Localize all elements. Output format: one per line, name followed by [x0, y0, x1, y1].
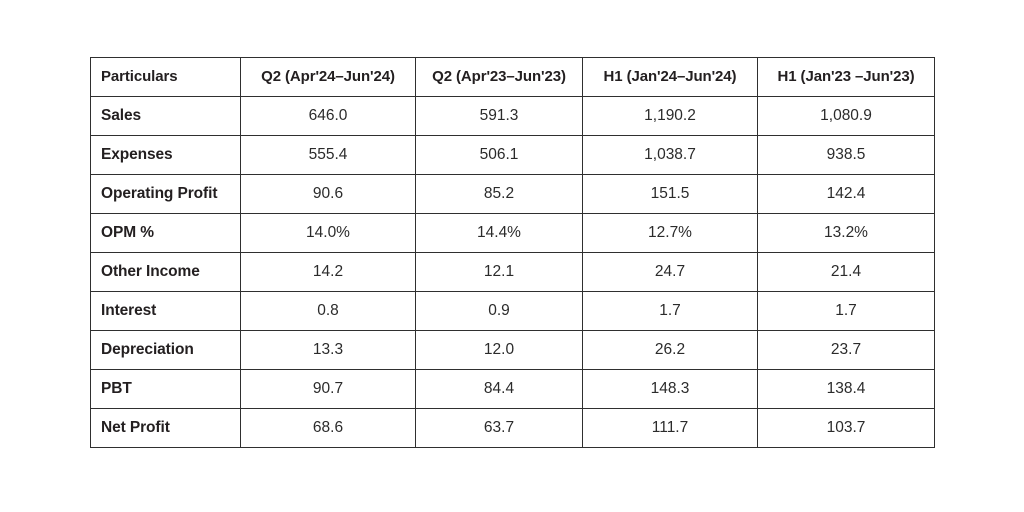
column-header-particulars: Particulars [91, 58, 241, 97]
table-row [91, 253, 935, 292]
row-value: 591.3 [416, 97, 583, 136]
row-value: 142.4 [758, 175, 935, 214]
row-value: 85.2 [416, 175, 583, 214]
financial-results-table [90, 57, 935, 448]
column-header-q2-fy24: Q2 (Apr'23–Jun'23) [416, 58, 583, 97]
row-label: Other Income [91, 253, 241, 292]
row-value: 14.0% [241, 214, 416, 253]
row-value: 1.7 [758, 292, 935, 331]
row-value: 148.3 [583, 370, 758, 409]
table-row [91, 370, 935, 409]
table-header [91, 58, 935, 97]
row-value: 0.9 [416, 292, 583, 331]
table-row [91, 136, 935, 175]
row-value: 0.8 [241, 292, 416, 331]
row-value: 138.4 [758, 370, 935, 409]
row-value: 24.7 [583, 253, 758, 292]
row-value: 103.7 [758, 409, 935, 448]
row-value: 646.0 [241, 97, 416, 136]
row-value: 12.7% [583, 214, 758, 253]
row-label: Interest [91, 292, 241, 331]
column-header-q2-fy25: Q2 (Apr'24–Jun'24) [241, 58, 416, 97]
table-row [91, 175, 935, 214]
table-body [91, 97, 935, 448]
row-label: Expenses [91, 136, 241, 175]
row-value: 1,080.9 [758, 97, 935, 136]
row-value: 938.5 [758, 136, 935, 175]
row-value: 12.0 [416, 331, 583, 370]
row-value: 90.6 [241, 175, 416, 214]
row-value: 26.2 [583, 331, 758, 370]
row-value: 13.2% [758, 214, 935, 253]
row-label: OPM % [91, 214, 241, 253]
row-value: 555.4 [241, 136, 416, 175]
row-value: 90.7 [241, 370, 416, 409]
row-value: 13.3 [241, 331, 416, 370]
table-row [91, 292, 935, 331]
row-value: 151.5 [583, 175, 758, 214]
row-value: 506.1 [416, 136, 583, 175]
row-label: Sales [91, 97, 241, 136]
table-row [91, 97, 935, 136]
row-label: Operating Profit [91, 175, 241, 214]
table-row [91, 214, 935, 253]
table-row [91, 409, 935, 448]
row-label: PBT [91, 370, 241, 409]
row-value: 23.7 [758, 331, 935, 370]
row-value: 21.4 [758, 253, 935, 292]
column-header-h1-fy24: H1 (Jan'23 –Jun'23) [758, 58, 935, 97]
row-value: 1,038.7 [583, 136, 758, 175]
row-value: 1.7 [583, 292, 758, 331]
row-label: Depreciation [91, 331, 241, 370]
row-value: 1,190.2 [583, 97, 758, 136]
table-row [91, 331, 935, 370]
column-header-h1-fy25: H1 (Jan'24–Jun'24) [583, 58, 758, 97]
row-value: 12.1 [416, 253, 583, 292]
row-value: 84.4 [416, 370, 583, 409]
financial-table-container [90, 57, 934, 448]
row-value: 63.7 [416, 409, 583, 448]
row-label: Net Profit [91, 409, 241, 448]
row-value: 14.4% [416, 214, 583, 253]
row-value: 111.7 [583, 409, 758, 448]
table-header-row [91, 58, 935, 97]
row-value: 68.6 [241, 409, 416, 448]
row-value: 14.2 [241, 253, 416, 292]
